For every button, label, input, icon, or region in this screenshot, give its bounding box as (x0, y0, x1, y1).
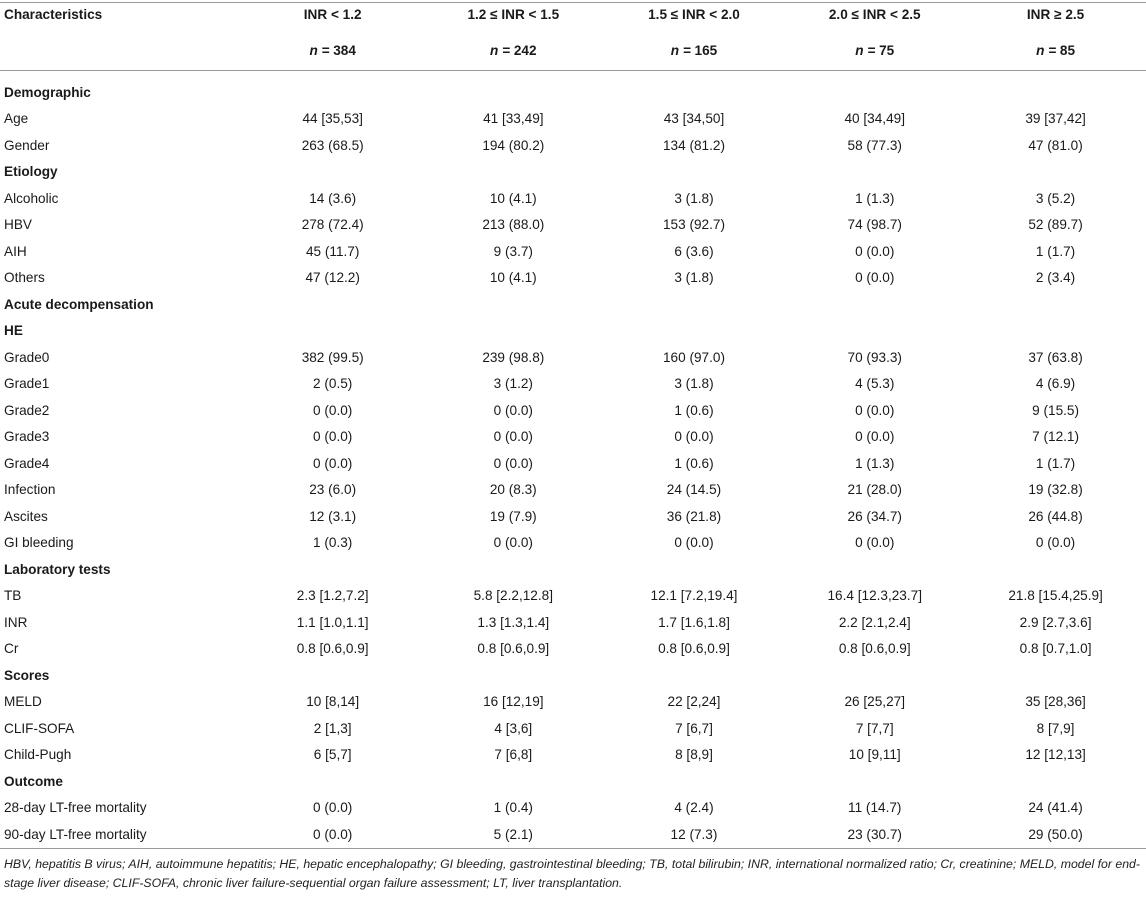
table-cell: 0.8 [0.6,0.9] (296, 641, 369, 657)
row-label: Grade1 (4, 376, 50, 392)
table-cell: 1 (1.3) (855, 190, 895, 206)
table-cell: 45 (11.7) (305, 243, 360, 259)
table-cell: 11 (14.7) (848, 800, 902, 816)
table-row (0, 503, 1146, 530)
table-cell: 0 (0.0) (493, 402, 533, 418)
table-cell: 3 (1.8) (674, 376, 714, 392)
table-cell: 3 (1.2) (493, 376, 533, 392)
table-cell: 0 (0.0) (855, 243, 895, 259)
table-cell: 14 (3.6) (309, 190, 357, 206)
row-label: 90-day LT-free mortality (0, 821, 242, 848)
table-cell: 37 (63.8) (1028, 349, 1083, 365)
row-label: AIH (4, 243, 27, 259)
table-cell: 12 (7.3) (604, 821, 785, 848)
table-cell: 1 (1.7) (1035, 243, 1076, 259)
table-row (0, 238, 1146, 265)
table-cell: 19 (7.9) (489, 508, 537, 524)
header-characteristics: Characteristics (0, 3, 242, 43)
table-row (0, 609, 1146, 636)
table-row (0, 132, 1146, 159)
row-label: Grade2 (4, 402, 50, 418)
table-cell: 5 (2.1) (423, 821, 604, 848)
table-cell: 6 (3.6) (674, 243, 714, 259)
table-cell: 0 (0.0) (493, 535, 533, 551)
row-label: TB (4, 588, 22, 604)
table-cell: 7 [6,7] (675, 720, 713, 736)
section-row (0, 71, 1146, 106)
table-row (0, 636, 1146, 663)
table-cell: 2 [1,3] (313, 720, 352, 736)
row-label: GI bleeding (4, 535, 74, 551)
table-cell: 2 (0.5) (313, 376, 353, 392)
table-cell: 1 (1.3) (855, 455, 895, 471)
table-row (0, 397, 1146, 424)
table-cell: 10 [8,14] (306, 694, 360, 710)
section-label: Laboratory tests (4, 561, 111, 577)
table-cell: 39 [37,42] (1025, 111, 1086, 127)
row-label: INR (4, 614, 28, 630)
table-cell: 3 (1.8) (674, 190, 714, 206)
table-cell: 19 (32.8) (1028, 482, 1083, 498)
table-row (0, 424, 1146, 451)
row-label: Others (4, 270, 45, 286)
table-cell: 1.7 [1.6,1.8] (658, 614, 730, 630)
row-label: Cr (4, 641, 19, 657)
table-cell: 0 (0.0) (242, 821, 423, 848)
table-cell: 41 [33,49] (483, 111, 544, 127)
table-cell: 26 [25,27] (844, 694, 905, 710)
table-cell: 40 [34,49] (844, 111, 905, 127)
table-cell: 21 (28.0) (847, 482, 902, 498)
row-label: MELD (4, 694, 42, 710)
table-cell: 0 (0.0) (313, 402, 353, 418)
table-cell: 44 [35,53] (302, 111, 363, 127)
table-cell: 160 (97.0) (663, 349, 725, 365)
table-cell: 12.1 [7.2,19.4] (650, 588, 738, 604)
header-n-4 (784, 42, 965, 71)
table-cell: 5.8 [2.2,12.8] (473, 588, 553, 604)
header-group-2: 1.2 ≤ INR < 1.5 (423, 3, 604, 43)
table-cell: 4 (6.9) (1035, 376, 1076, 392)
table-cell: 1 (0.6) (674, 402, 714, 418)
table-cell: 23 (30.7) (784, 821, 965, 848)
table-cell: 0 (0.0) (674, 429, 714, 445)
table-cell: 4 (2.4) (674, 800, 714, 816)
table-cell: 1 (0.6) (674, 455, 714, 471)
header-n-5 (965, 42, 1146, 71)
row-label: Child-Pugh (4, 747, 72, 763)
table-cell: 278 (72.4) (301, 217, 364, 233)
section-label: Etiology (4, 164, 58, 180)
table-cell: 4 [3,6] (494, 720, 533, 736)
header-group-4: 2.0 ≤ INR < 2.5 (784, 3, 965, 43)
table-cell: 24 (41.4) (1028, 800, 1083, 816)
table-cell: 29 (50.0) (965, 821, 1146, 848)
table-cell: 134 (81.2) (663, 137, 725, 153)
table-cell: 12 [12,13] (1025, 747, 1086, 763)
table-cell: 16.4 [12.3,23.7] (827, 588, 922, 604)
table-cell: 1 (1.7) (1035, 455, 1076, 471)
n-value: 242 (513, 43, 537, 58)
header-n-2 (423, 42, 604, 71)
header-row-n (0, 42, 1146, 71)
table-row (0, 477, 1146, 504)
row-label: Grade3 (4, 429, 50, 445)
table-cell: 0.8 [0.7,1.0] (1019, 641, 1092, 657)
table-cell: 0.8 [0.6,0.9] (658, 641, 730, 657)
table-row (0, 530, 1146, 557)
table-cell: 239 (98.8) (482, 349, 545, 365)
row-label: HBV (4, 217, 32, 233)
table-cell: 7 [7,7] (855, 720, 894, 736)
table-cell: 0.8 [0.6,0.9] (477, 641, 550, 657)
table-cell: 0 (0.0) (493, 429, 533, 445)
table-body (0, 71, 1146, 849)
header-n-1 (242, 42, 423, 71)
header-row-labels (0, 3, 1146, 43)
characteristics-table (0, 2, 1146, 849)
table-cell: 16 [12,19] (483, 694, 544, 710)
table-cell: 263 (68.5) (301, 137, 364, 153)
section-row (0, 662, 1146, 689)
table-cell: 43 [34,50] (663, 111, 725, 127)
table-cell: 9 (15.5) (1032, 402, 1079, 418)
table-cell: 0 (0.0) (674, 535, 714, 551)
table-cell: 2.3 [1.2,7.2] (296, 588, 369, 604)
table-cell: 12 (3.1) (309, 508, 357, 524)
table-row (0, 185, 1146, 212)
table-cell: 213 (88.0) (482, 217, 545, 233)
table-cell: 194 (80.2) (482, 137, 545, 153)
header-group-1: INR < 1.2 (242, 3, 423, 43)
table-cell: 0 (0.0) (1035, 535, 1076, 551)
table-row (0, 212, 1146, 239)
table-row (0, 106, 1146, 133)
n-value: 75 (879, 43, 895, 58)
table-row (0, 715, 1146, 742)
table-cell: 74 (98.7) (847, 217, 902, 233)
table-cell: 6 [5,7] (313, 747, 352, 763)
table-cell: 36 (21.8) (666, 508, 722, 524)
table-row (0, 795, 1146, 822)
section-row (0, 291, 1146, 318)
table-cell: 8 [7,9] (1036, 720, 1075, 736)
table-cell: 7 (12.1) (1032, 429, 1079, 445)
n-prefix: n = (855, 43, 880, 58)
section-label: Scores (4, 667, 50, 683)
table-cell: 26 (34.7) (847, 508, 902, 524)
row-label: Infection (4, 482, 56, 498)
table-cell: 0 (0.0) (313, 429, 353, 445)
table-row (0, 450, 1146, 477)
table-cell: 21.8 [15.4,25.9] (1008, 588, 1103, 604)
table-row (0, 265, 1146, 292)
table-cell: 0 (0.0) (855, 270, 895, 286)
table-cell: 47 (12.2) (305, 270, 360, 286)
table-cell: 1.1 [1.0,1.1] (296, 614, 369, 630)
table-cell: 22 [2,24] (667, 694, 721, 710)
table-cell: 58 (77.3) (847, 137, 902, 153)
row-label: 28-day LT-free mortality (4, 800, 147, 816)
section-row (0, 768, 1146, 795)
table-cell: 2.9 [2.7,3.6] (1019, 614, 1092, 630)
table-row (0, 344, 1146, 371)
section-row (0, 318, 1146, 345)
row-label: Age (4, 111, 29, 127)
table-row (0, 583, 1146, 610)
n-prefix: n = (670, 43, 695, 58)
section-label: HE (4, 323, 23, 339)
table-cell: 1 (0.3) (313, 535, 353, 551)
row-label: CLIF-SOFA (4, 720, 75, 736)
table-cell: 52 (89.7) (1028, 217, 1083, 233)
table-cell: 10 [9,11] (848, 747, 901, 763)
table-cell: 24 (14.5) (666, 482, 722, 498)
table-cell: 3 (5.2) (1035, 190, 1076, 206)
n-prefix: n = (490, 43, 514, 58)
table-cell: 10 (4.1) (489, 270, 537, 286)
row-label: Gender (4, 137, 50, 153)
table-cell: 0 (0.0) (855, 429, 895, 445)
header-n-3 (604, 42, 785, 71)
table-cell: 0 (0.0) (493, 455, 533, 471)
table-header (0, 3, 1146, 71)
table-cell: 1.3 [1.3,1.4] (477, 614, 550, 630)
section-label: Outcome (4, 773, 63, 789)
row-label: Grade0 (4, 349, 50, 365)
table-cell: 4 (5.3) (855, 376, 895, 392)
table-cell: 1 (0.4) (493, 800, 533, 816)
row-label: Ascites (4, 508, 48, 524)
table-cell: 0.8 [0.6,0.9] (838, 641, 911, 657)
header-group-5: INR ≥ 2.5 (965, 3, 1146, 43)
section-row (0, 556, 1146, 583)
section-row (0, 159, 1146, 186)
n-prefix: n = (1036, 43, 1060, 58)
table-row (0, 689, 1146, 716)
table-cell: 7 [6,8] (494, 747, 533, 763)
table-cell: 9 (3.7) (493, 243, 533, 259)
table-row (0, 371, 1146, 398)
n-value: 85 (1059, 43, 1076, 58)
table-cell: 35 [28,36] (1025, 694, 1086, 710)
row-label: Grade4 (4, 455, 50, 471)
table-row (0, 742, 1146, 769)
table-cell: 382 (99.5) (301, 349, 364, 365)
table-cell: 153 (92.7) (663, 217, 725, 233)
row-label: Alcoholic (4, 190, 59, 206)
table-cell: 10 (4.1) (489, 190, 537, 206)
table-cell: 26 (44.8) (1028, 508, 1083, 524)
table-cell: 20 (8.3) (489, 482, 537, 498)
header-empty (0, 42, 242, 71)
table-row (0, 821, 1146, 848)
table-cell: 0 (0.0) (313, 455, 353, 471)
table-cell: 0 (0.0) (855, 535, 895, 551)
section-label: Demographic (4, 84, 91, 100)
table-cell: 3 (1.8) (674, 270, 714, 286)
n-prefix: n = (309, 43, 334, 58)
table-cell: 0 (0.0) (855, 402, 895, 418)
table-footnote: HBV, hepatitis B virus; AIH, autoimmune hepatitis; HE, hepatic encephalopathy; GI bleeding, gastrointestinal bleeding; TB, total bilirubin; INR, international normalized ratio; Cr, creatinine; MELD, model for end-stage liver disease; CLIF-SOFA, chronic liver failure-sequential organ failure assessment; LT, liver transplantation. (4, 857, 1140, 890)
table-cell: 47 (81.0) (1028, 137, 1083, 153)
table-cell: 0 (0.0) (313, 800, 353, 816)
header-group-3: 1.5 ≤ INR < 2.0 (604, 3, 785, 43)
table-cell: 2 (3.4) (1035, 270, 1076, 286)
table-cell: 2.2 [2.1,2.4] (838, 614, 911, 630)
n-value: 384 (333, 43, 356, 58)
table-cell: 8 [8,9] (675, 747, 713, 763)
n-value: 165 (694, 43, 718, 58)
table-cell: 23 (6.0) (309, 482, 357, 498)
section-label: Acute decompensation (4, 296, 154, 312)
table-cell: 70 (93.3) (847, 349, 902, 365)
